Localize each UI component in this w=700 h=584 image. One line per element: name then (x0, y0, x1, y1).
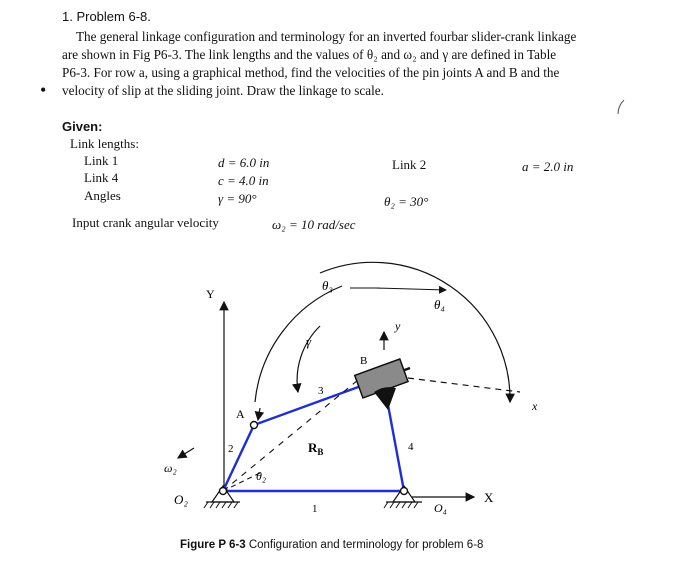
caption-prefix: Figure P 6-3 (180, 539, 246, 551)
caption-text: Configuration and terminology for problem 6-8 (248, 539, 484, 551)
link4-label: Link 4 (84, 170, 119, 185)
bullet-dot: • (40, 80, 47, 100)
label-theta4: θ₄ (434, 297, 445, 312)
label-A: A (236, 407, 245, 421)
problem-line-4: velocity of slip at the sliding joint. Draw the linkage to scale. (62, 83, 384, 98)
slider-support (374, 387, 396, 410)
ground-o2 (204, 486, 240, 508)
theta4-arc (320, 262, 510, 402)
label-y: y (395, 319, 401, 333)
link-2 (223, 425, 254, 491)
link4-value: c = 4.0 in (218, 173, 269, 188)
theta2-value: θ₂ = 30° (384, 194, 429, 209)
label-RB: $R_B$ (308, 440, 324, 457)
figure-caption (180, 539, 483, 551)
stray-mark (618, 100, 624, 114)
label-omega2: ω₂ (164, 461, 177, 475)
link1-value: d = 6.0 in (218, 155, 270, 170)
rb-vector (223, 380, 358, 491)
label-theta3: θ₃ (322, 278, 333, 293)
label-x: x (532, 399, 538, 413)
input-velocity-label: Input crank angular velocity (72, 215, 219, 230)
problem-line-1: The general linkage configuration and terminology for an inverted fourbar slider-crank linkage (76, 29, 577, 44)
label-link4: 4 (408, 441, 414, 453)
problem-number: 1. Problem 6-8. (62, 9, 151, 24)
problem-line-3: P6-3. For row a, using a graphical method, find the velocities of the pin joints A and B and the (62, 65, 560, 80)
omega2-value: ω₂ = 10 rad/sec (272, 217, 356, 232)
theta3-arc (255, 286, 342, 402)
local-x-axis (408, 378, 520, 392)
label-O4: O₄ (434, 501, 447, 515)
a-pointer (258, 408, 260, 420)
omega2-arrow (178, 448, 194, 458)
theta4-ray (375, 288, 446, 290)
label-link2: 2 (228, 443, 234, 455)
given-heading: Given: (62, 119, 103, 134)
label-X: X (484, 490, 494, 505)
link1-label: Link 1 (84, 153, 119, 168)
label-theta2: θ₂ (256, 469, 267, 483)
label-Y: Y (206, 287, 215, 301)
label-B: B (360, 355, 368, 367)
label-gamma: γ (306, 334, 312, 349)
label-O2: O₂ (174, 492, 188, 507)
link2-label: Link 2 (392, 157, 427, 172)
label-link1: 1 (312, 503, 318, 515)
problem-line-2: are shown in Fig P6-3. The link lengths and the values of θ₂ and ω₂ and γ are defined in Table (62, 47, 557, 62)
link-lengths-label: Link lengths: (70, 136, 139, 151)
joint-a (251, 422, 258, 429)
label-link3: 3 (318, 385, 324, 397)
gamma-value: γ = 90° (218, 191, 257, 206)
angles-label: Angles (84, 188, 121, 203)
link2-value: a = 2.0 in (522, 159, 574, 174)
